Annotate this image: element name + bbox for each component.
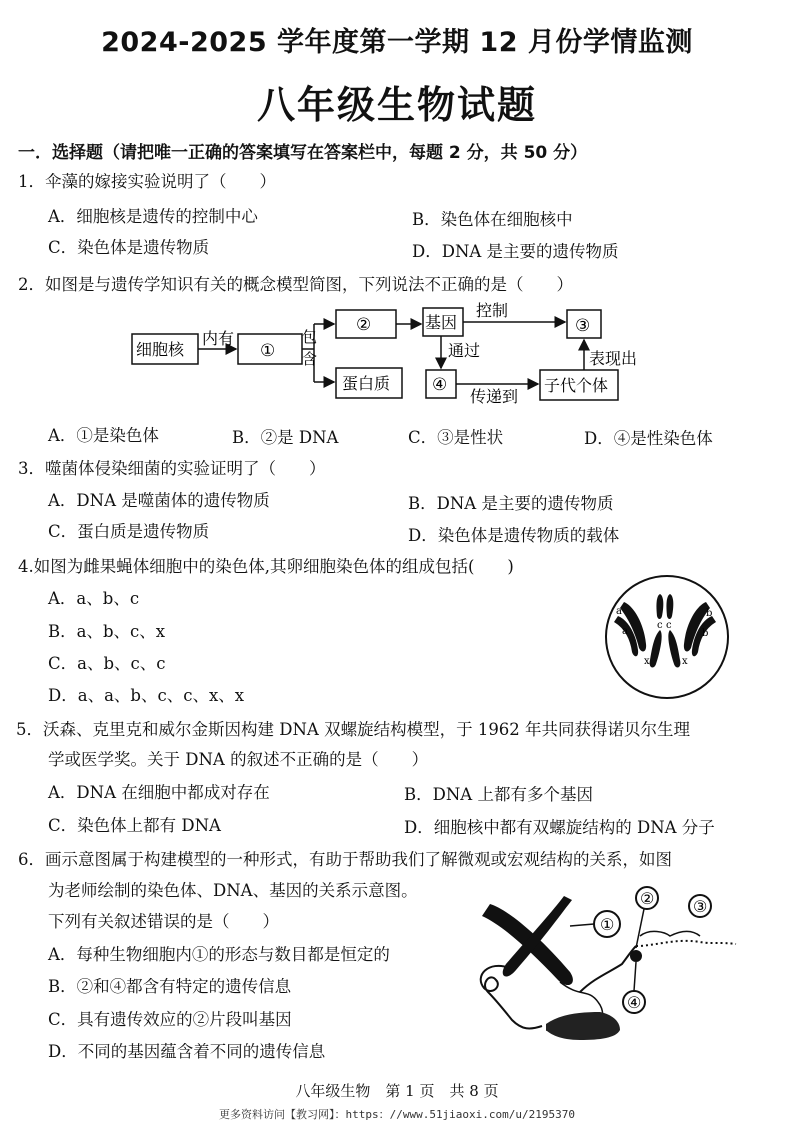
label-contains-1: 包 [302, 328, 318, 346]
q1-option-b: B．染色体在细胞核中 [412, 210, 573, 229]
fly-label-c2: c [666, 620, 672, 631]
q3-option-d: D．染色体是遗传物质的载体 [408, 526, 620, 545]
q4-option-c: C．a、b、c、c [48, 654, 166, 673]
label-express: 表现出 [589, 349, 638, 368]
question-3-stem: 3．噬菌体侵染细菌的实验证明了（ ） [18, 459, 326, 478]
question-2-stem: 2．如图是与遗传学知识有关的概念模型简图，下列说法不正确的是（ ） [18, 275, 573, 294]
dna-fig-label-one: ① [600, 915, 615, 934]
dna-fig-label-four: ④ [627, 993, 642, 1012]
question-6-stem-line3: 下列有关叙述错误的是（ ） [48, 912, 279, 931]
section-heading: 一．选择题（请把唯一正确的答案填写在答案栏中，每题 2 分，共 50 分） [18, 143, 588, 163]
q6-option-b: B．②和④都含有特定的遗传信息 [48, 977, 292, 996]
label-offspring: 子代个体 [544, 376, 609, 395]
label-passto: 传递到 [470, 387, 519, 406]
q3-option-a: A．DNA 是噬菌体的遗传物质 [48, 491, 270, 510]
q4-option-a: A．a、b、c [48, 589, 140, 608]
label-contains-2: 含 [302, 350, 318, 368]
q1-option-c: C．染色体是遗传物质 [48, 238, 210, 257]
label-two: ② [356, 315, 372, 335]
q2-option-b: B．②是 DNA [232, 428, 339, 447]
question-1-stem: 1．伞藻的嫁接实验说明了（ ） [18, 172, 276, 191]
q2-option-c: C．③是性状 [408, 428, 504, 447]
fruit-fly-chromosome-figure [602, 572, 732, 702]
label-control: 控制 [476, 301, 509, 320]
q5-option-c: C．染色体上都有 DNA [48, 816, 221, 835]
label-one: ① [260, 341, 276, 361]
exam-title: 八年级生物试题 [256, 83, 537, 127]
fly-label-b2: b [702, 628, 709, 639]
q3-option-c: C．蛋白质是遗传物质 [48, 522, 210, 541]
q6-option-d: D．不同的基因蕴含着不同的遗传信息 [48, 1042, 326, 1061]
question-5-stem-line1: 5．沃森、克里克和威尔金斯因构建 DNA 双螺旋结构模型，于 1962 年共同获得诺贝尔生理 [16, 720, 691, 739]
q1-option-d: D．DNA 是主要的遗传物质 [412, 242, 619, 261]
page-footer: 八年级生物 第 1 页 共 8 页 [295, 1082, 499, 1100]
fly-label-x1: x [644, 656, 650, 667]
label-four: ④ [432, 375, 448, 395]
fly-label-c1: c [657, 620, 663, 631]
q1-option-a: A．细胞核是遗传的控制中心 [48, 207, 258, 226]
label-gene: 基因 [425, 313, 458, 332]
fly-label-b1: b [706, 608, 713, 619]
q5-option-d: D．细胞核中都有双螺旋结构的 DNA 分子 [404, 818, 715, 837]
dna-fig-label-three: ③ [693, 897, 708, 916]
question-5-stem-line2: 学或医学奖。关于 DNA 的叙述不正确的是（ ） [48, 750, 429, 769]
label-through: 通过 [448, 341, 481, 360]
fly-label-a2: a [622, 626, 628, 637]
chromosome-dna-gene-figure [460, 880, 746, 1060]
concept-model-diagram [120, 298, 680, 410]
q4-option-d: D．a、a、b、c、c、x、x [48, 686, 245, 705]
q2-option-a: A．①是染色体 [48, 426, 159, 445]
question-6-stem-line2: 为老师绘制的染色体、DNA、基因的关系示意图。 [48, 881, 418, 900]
question-4-stem: 4.如图为雌果蝇体细胞中的染色体,其卵细胞染色体的组成包括( ) [18, 557, 514, 576]
q5-option-b: B．DNA 上都有多个基因 [404, 785, 593, 804]
label-has: 内有 [202, 329, 235, 348]
label-three: ③ [575, 316, 591, 336]
source-note: 更多资料访问【教习网】：https：//www.51jiaoxi.com/u/2195370 [218, 1108, 576, 1121]
q4-option-b: B．a、b、c、x [48, 622, 166, 641]
fly-label-a1: a [616, 606, 622, 617]
q3-option-b: B．DNA 是主要的遗传物质 [408, 494, 614, 513]
exam-header: 2024-2025 学年度第一学期 12 月份学情监测 [101, 27, 693, 58]
q6-option-c: C．具有遗传效应的②片段叫基因 [48, 1010, 292, 1029]
q2-option-d: D．④是性染色体 [584, 429, 713, 448]
question-6-stem-line1: 6．画示意图属于构建模型的一种形式，有助于帮助我们了解微观或宏观结构的关系，如图 [18, 850, 672, 869]
fly-label-x2: x [682, 656, 688, 667]
label-nucleus: 细胞核 [136, 340, 185, 359]
label-protein: 蛋白质 [342, 374, 391, 393]
q6-option-a: A．每种生物细胞内①的形态与数目都是恒定的 [48, 945, 390, 964]
q5-option-a: A．DNA 在细胞中都成对存在 [48, 783, 270, 802]
dna-fig-label-two: ② [640, 889, 655, 908]
